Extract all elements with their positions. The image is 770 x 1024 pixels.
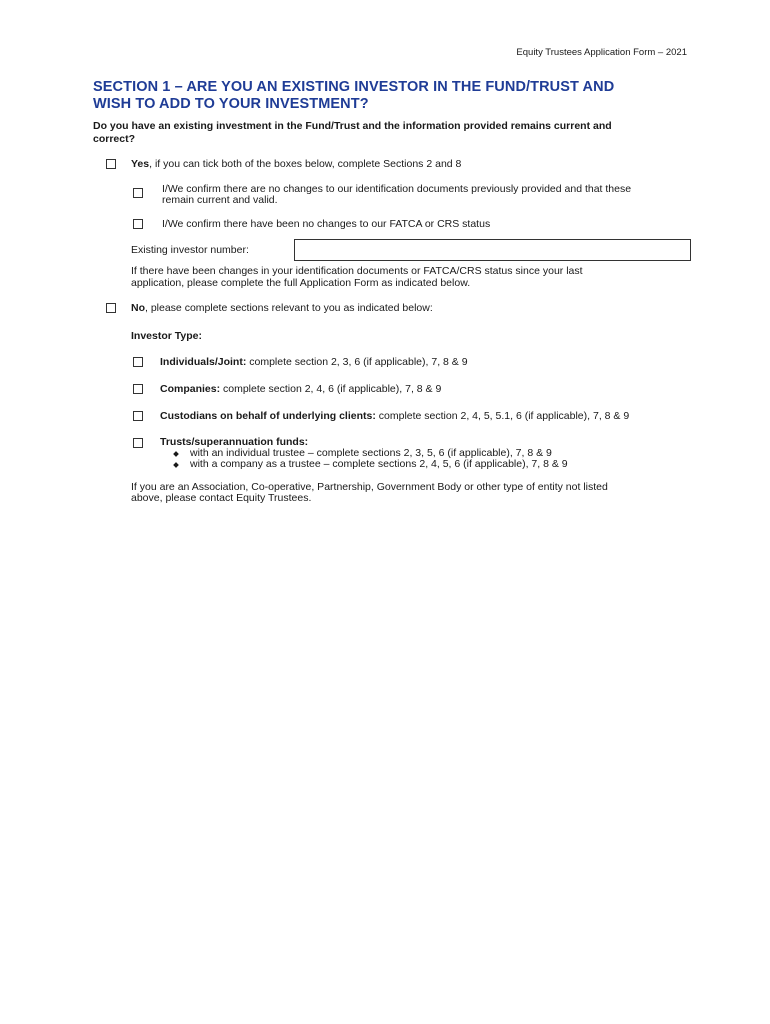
other-entity-note-line-2: above, please contact Equity Trustees.	[131, 492, 312, 504]
confirm-id-documents-line-2: remain current and valid.	[162, 194, 278, 206]
custodians-checkbox[interactable]	[133, 411, 143, 421]
bullet-icon	[173, 462, 179, 468]
no-checkbox[interactable]	[106, 303, 116, 313]
confirm-id-documents-checkbox[interactable]	[133, 188, 143, 198]
question-line-1: Do you have an existing investment in the Fund/Trust and the information provided remains current and	[93, 120, 612, 132]
trust-bullet-individual: with an individual trustee – complete sections 2, 3, 5, 6 (if applicable), 7, 8 & 9	[190, 447, 552, 459]
investor-number-input[interactable]	[294, 239, 691, 261]
section-title	[93, 79, 693, 113]
question-line-2: correct?	[93, 132, 136, 145]
section-title-line-2: WISH TO ADD TO YOUR INVESTMENT?	[93, 96, 369, 112]
companies-bold: Companies:	[160, 383, 221, 395]
yes-label	[131, 159, 461, 171]
bullet-icon	[173, 451, 179, 457]
confirm-fatca-crs-checkbox[interactable]	[133, 219, 143, 229]
companies-text: complete section 2, 4, 6 (if applicable), 7, 8 & 9	[220, 383, 442, 395]
section-title-line-1: SECTION 1 – ARE YOU AN EXISTING INVESTOR IN THE FUND/TRUST AND	[93, 79, 615, 95]
running-header: Equity Trustees Application Form – 2021	[516, 47, 687, 58]
trusts-bold: Trusts/superannuation funds:	[160, 436, 309, 448]
yes-checkbox[interactable]	[106, 159, 116, 169]
existing-investment-question	[93, 120, 693, 145]
investor-number-label: Existing investor number:	[131, 244, 249, 256]
individuals-text: complete section 2, 3, 6 (if applicable), 7, 8 & 9	[246, 356, 468, 368]
other-entity-note-line-1: If you are an Association, Co-operative, Partnership, Government Body or other type of entity not listed	[131, 481, 608, 493]
custodians-label	[160, 411, 629, 423]
companies-checkbox[interactable]	[133, 384, 143, 394]
changes-note-line-1: If there have been changes in your identification documents or FATCA/CRS status since your last	[131, 265, 583, 277]
yes-text: , if you can tick both of the boxes below, complete Sections 2 and 8	[149, 158, 462, 170]
individuals-checkbox[interactable]	[133, 357, 143, 367]
trusts-checkbox[interactable]	[133, 438, 143, 448]
confirm-fatca-crs-label: I/We confirm there have been no changes to our FATCA or CRS status	[162, 218, 491, 230]
individuals-label	[160, 357, 468, 369]
individuals-bold: Individuals/Joint:	[160, 356, 247, 368]
confirm-id-documents-line-1: I/We confirm there are no changes to our identification documents previously provided and that these	[162, 183, 632, 195]
trust-bullet-company: with a company as a trustee – complete sections 2, 4, 5, 6 (if applicable), 7, 8 & 9	[190, 458, 568, 470]
no-label	[131, 303, 433, 315]
companies-label	[160, 384, 441, 396]
no-bold: No	[131, 302, 145, 314]
changes-note-line-2: application, please complete the full Application Form as indicated below.	[131, 277, 471, 289]
no-text: , please complete sections relevant to you as indicated below:	[145, 302, 433, 314]
yes-bold: Yes	[131, 158, 150, 170]
custodians-bold: Custodians on behalf of underlying clients:	[160, 410, 376, 422]
custodians-text: complete section 2, 4, 5, 5.1, 6 (if applicable), 7, 8 & 9	[375, 410, 630, 422]
investor-type-label: Investor Type:	[131, 330, 202, 342]
